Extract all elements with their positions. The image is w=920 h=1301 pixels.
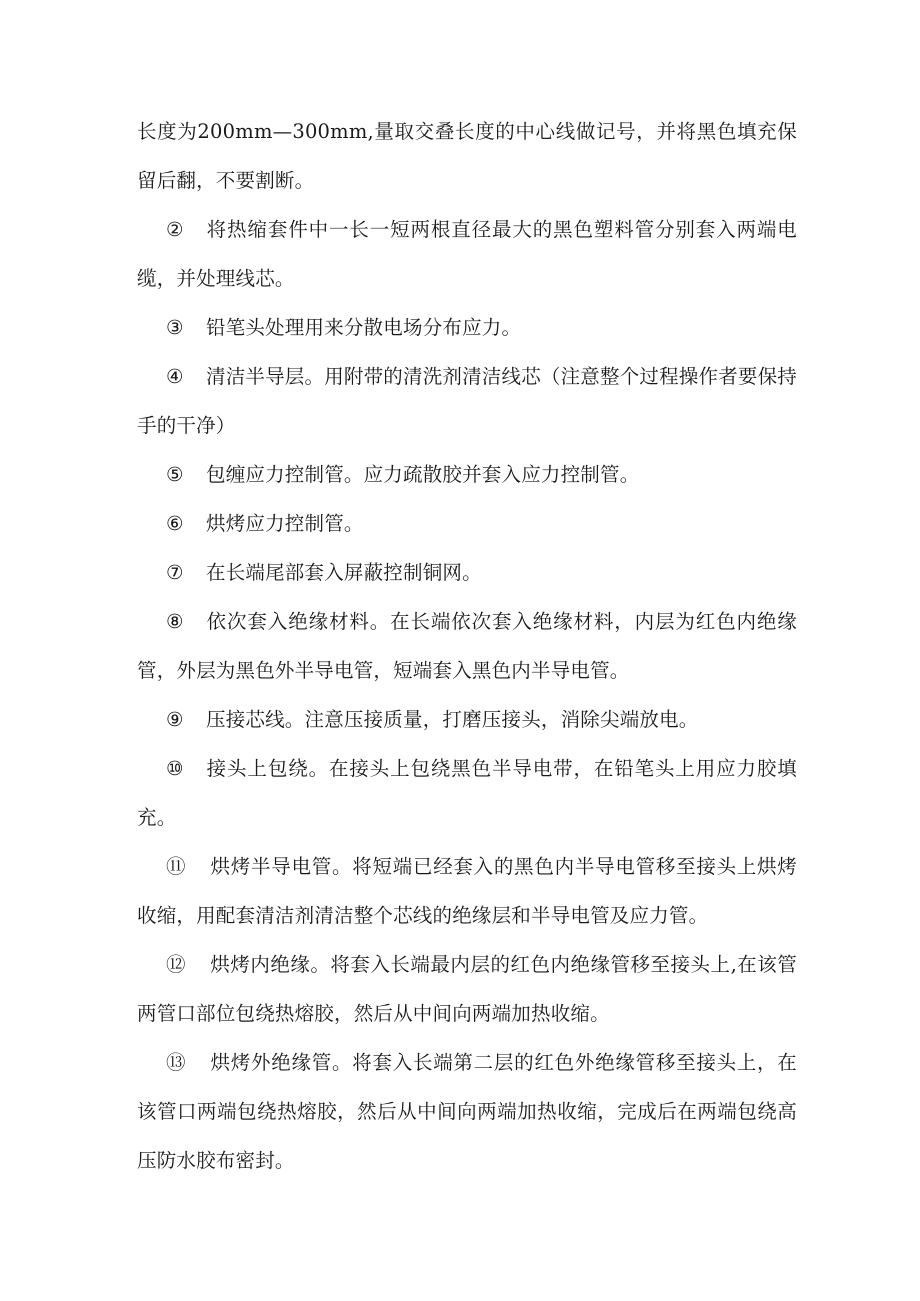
step-paragraph [137, 1038, 797, 1185]
step-paragraph [137, 744, 797, 842]
step-text: 将热缩套件中一长一短两根直径最大的黑色塑料管分别套入两端电缆，并处理线芯。 [137, 218, 797, 290]
step-paragraph [137, 842, 797, 940]
step-paragraph [137, 499, 797, 548]
paragraph-text: 长度为200mm—300mm,量取交叠长度的中心线做记号，并将黑色填充保留后翻，不要割断。 [137, 120, 797, 192]
step-text: 烘烤半导电管。将短端已经套入的黑色内半导电管移至接头上烘烤收缩，用配套清洁剂清洁整个芯线的绝缘层和半导电管及应力管。 [137, 855, 797, 927]
step-number: ⑩ [166, 757, 184, 780]
step-number: ③ [166, 316, 184, 339]
paragraph-continuation [137, 107, 797, 205]
step-text: 清洁半导层。用附带的清洗剂清洁线芯（注意整个过程操作者要保持手的干净） [137, 365, 798, 437]
step-text: 接头上包绕。在接头上包绕黑色半导电带，在铅笔头上用应力胶填充。 [137, 757, 797, 829]
step-paragraph [137, 450, 797, 499]
step-paragraph [137, 940, 797, 1038]
step-text: 烘烤内绝缘。将套入长端最内层的红色内绝缘管移至接头上,在该管两管口部位包绕热熔胶，然后从中间向两端加热收缩。 [137, 953, 797, 1025]
step-text: 压接芯线。注意压接质量，打磨压接头，消除尖端放电。 [206, 708, 699, 731]
step-text: 依次套入绝缘材料。在长端依次套入绝缘材料，内层为红色内绝缘管，外层为黑色外半导电管，短端套入黑色内半导电管。 [137, 610, 797, 682]
step-number: ⑬ [166, 1051, 186, 1074]
step-text: 包缠应力控制管。应力疏散胶并套入应力控制管。 [206, 463, 640, 486]
step-number: ② [166, 218, 184, 241]
step-paragraph [137, 548, 797, 597]
step-number: ⑪ [166, 855, 186, 878]
step-text: 铅笔头处理用来分散电场分布应力。 [206, 316, 522, 339]
step-paragraph [137, 352, 797, 450]
step-paragraph [137, 695, 797, 744]
step-number: ⑤ [166, 463, 184, 486]
step-paragraph [137, 597, 797, 695]
step-paragraph [137, 303, 797, 352]
step-text: 在长端尾部套入屏蔽控制铜网。 [206, 561, 482, 584]
step-text: 烘烤应力控制管。 [206, 512, 364, 535]
step-number: ⑫ [166, 953, 186, 976]
step-number: ⑦ [166, 561, 184, 584]
step-paragraph [137, 205, 797, 303]
step-number: ⑥ [166, 512, 184, 535]
step-number: ⑧ [166, 610, 184, 633]
step-number: ④ [166, 365, 184, 388]
step-number: ⑨ [166, 708, 184, 731]
step-text: 烘烤外绝缘管。将套入长端第二层的红色外绝缘管移至接头上，在该管口两端包绕热熔胶，然后从中间向两端加热收缩，完成后在两端包绕高压防水胶布密封。 [137, 1051, 797, 1172]
document-body [137, 107, 797, 1185]
